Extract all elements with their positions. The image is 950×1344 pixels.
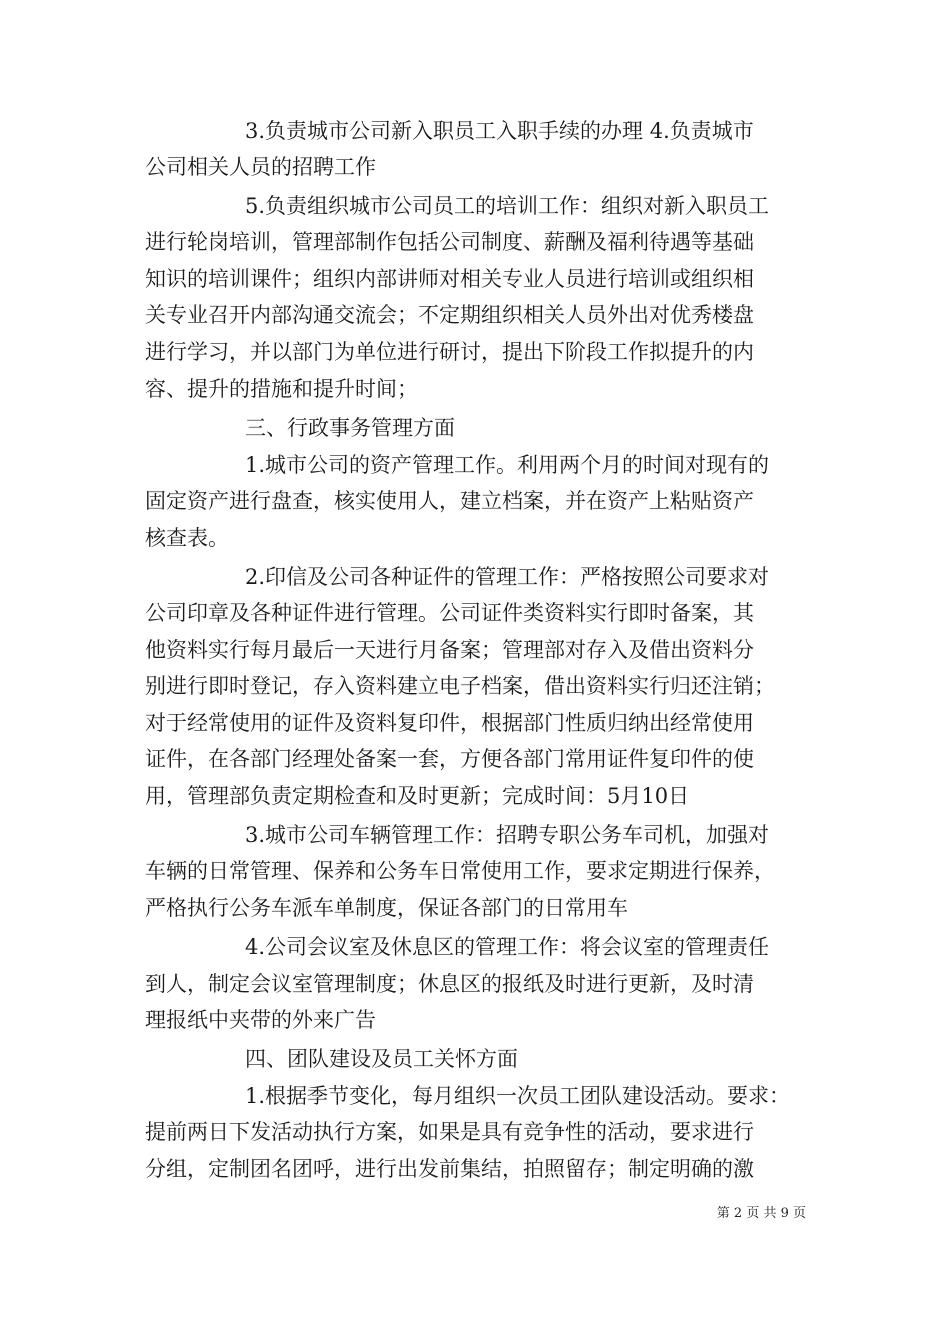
text-line: 严格执行公务车派车单制度，保证各部门的日常用车 — [145, 896, 628, 920]
text-line: 固定资产进行盘查，核实使用人，建立档案，并在资产上粘贴资产 — [145, 489, 754, 513]
text-line: 关专业召开内部沟通交流会；不定期组织相关人员外出对优秀楼盘 — [145, 303, 754, 327]
text-line: 进行学习，并以部门为单位进行研讨，提出下阶段工作拟提升的内 — [145, 340, 754, 364]
text-line: 用，管理部负责定期检查和及时更新；完成时间：5月10日 — [145, 784, 690, 808]
text-line: 知识的培训课件；组织内部讲师对相关专业人员进行培训或组织相 — [145, 267, 754, 291]
text-line: 公司印章及各种证件进行管理。公司证件类资料实行即时备案，其 — [145, 601, 754, 625]
text-line: 到人，制定会议室管理制度；休息区的报纸及时进行更新，及时清 — [145, 972, 754, 996]
text-line: 证件，在各部门经理处备案一套，方便各部门常用证件复印件的使 — [145, 747, 754, 771]
text-line: 他资料实行每月最后一天进行月备案；管理部对存入及借出资料分 — [145, 638, 754, 662]
text-line: 三、行政事务管理方面 — [245, 416, 455, 440]
text-line: 分组，定制团名团呼，进行出发前集结，拍照留存；制定明确的激 — [145, 1157, 754, 1181]
text-line: 理报纸中夹带的外来广告 — [145, 1008, 376, 1032]
text-line: 1.城市公司的资产管理工作。利用两个月的时间对现有的 — [245, 453, 770, 477]
text-line: 公司相关人员的招聘工作 — [145, 155, 376, 179]
text-line: 5.负责组织城市公司员工的培训工作：组织对新入职员工 — [245, 194, 770, 218]
text-line: 容、提升的措施和提升时间； — [145, 377, 418, 401]
text-line: 别进行即时登记，存入资料建立电子档案，借出资料实行归还注销； — [145, 674, 775, 698]
text-line: 车辆的日常管理、保养和公务车日常使用工作，要求定期进行保养， — [145, 859, 775, 883]
text-line: 提前两日下发活动执行方案，如果是具有竞争性的活动，要求进行 — [145, 1120, 754, 1144]
text-line: 4.公司会议室及休息区的管理工作：将会议室的管理责任 — [245, 935, 770, 959]
text-line: 对于经常使用的证件及资料复印件，根据部门性质归纳出经常使用 — [145, 711, 754, 735]
text-line: 1.根据季节变化，每月组织一次员工团队建设活动。要求： — [245, 1084, 791, 1108]
text-line: 核查表。 — [145, 526, 229, 550]
text-line: 3.负责城市公司新入职员工入职手续的办理 4.负责城市 — [245, 119, 754, 143]
page-number-footer: 第 2 页 共 9 页 — [716, 1206, 806, 1221]
text-line: 四、团队建设及员工关怀方面 — [245, 1047, 518, 1071]
text-line: 进行轮岗培训，管理部制作包括公司制度、薪酬及福利待遇等基础 — [145, 230, 754, 254]
text-line: 2.印信及公司各种证件的管理工作：严格按照公司要求对 — [245, 565, 770, 589]
text-line: 3.城市公司车辆管理工作：招聘专职公务车司机，加强对 — [245, 823, 770, 847]
